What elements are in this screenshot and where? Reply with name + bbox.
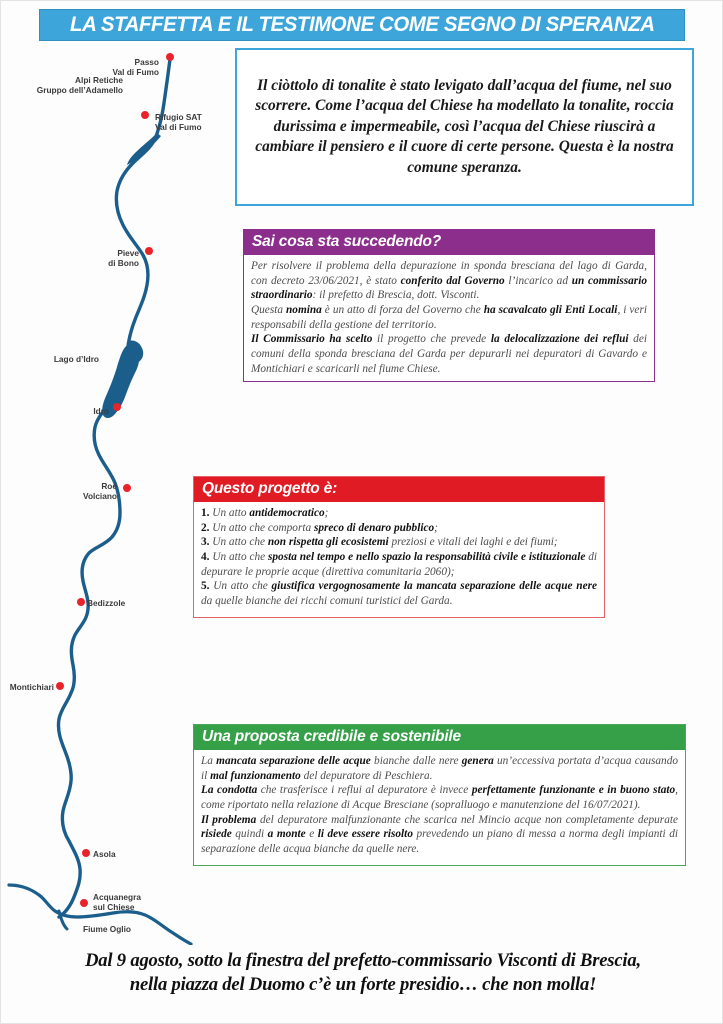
panel-proposta-credibile <box>193 724 686 866</box>
list-item: 2. Un atto che comporta spreco di denaro pubblico; <box>201 521 438 534</box>
panel-sai-cosa-sta-succedendo <box>243 229 655 382</box>
list-item: 1. Un atto antidemocratico; <box>201 507 329 519</box>
map-label-volciano: Volciano <box>83 491 117 501</box>
map-label-asola: Asola <box>93 849 116 859</box>
map-label-di-bono: di Bono <box>108 258 139 268</box>
map-marker <box>113 403 121 411</box>
list-item-number: 1. <box>201 507 213 519</box>
paragraph: La mancata separazione delle acque bianche dalle nere genera un’eccessiva portata d’acqua causando il mal funzionamento del depuratore di Peschiera. <box>201 755 678 782</box>
list-item-number: 3. <box>201 536 213 549</box>
panel-purple-heading: Sai cosa sta succedendo? <box>244 230 654 255</box>
map-label-montichiari: Montichiari <box>9 682 54 692</box>
panel-green-heading: Una proposta credibile e sostenibile <box>194 725 685 750</box>
list-item: 3. Un atto che non rispetta gli ecosistemi preziosi e vitali dei laghi e dei fiumi; <box>201 536 558 549</box>
hope-quote-box <box>235 48 694 206</box>
panel-questo-progetto-e <box>193 476 605 618</box>
map-label-sul-chiese: sul Chiese <box>93 902 135 912</box>
panel-red-heading: Questo progetto è: <box>194 477 604 502</box>
footer-caption <box>13 949 713 997</box>
hope-quote-text: Il ciòttolo di tonalite è stato levigato dall’acqua del fiume, nel suo scorrere. Come l’acqua del Chiese ha modellato la tonalite, roccia durissima e impermeabile, così l’acqua del Chiese riuscirà a cambiare il pensiero e il cuore di certe persone. Questa è la nostra comune speranza. <box>255 76 674 176</box>
map-marker <box>123 484 131 492</box>
map-label-val-di-fumo-passo: Val di Fumo <box>112 67 159 77</box>
panel-purple-body <box>244 255 654 381</box>
map-label-val-di-fumo-rifugio: Val di Fumo <box>155 122 202 132</box>
map-label-acquanegra: Acquanegra <box>93 892 141 902</box>
map-label-gruppo-adamello: Gruppo dell’Adamello <box>36 85 123 95</box>
list-item-number: 5. <box>201 580 214 593</box>
map-marker <box>141 111 149 119</box>
footer-line-1: Dal 9 agosto, sotto la finestra del prefetto-commissario Visconti di Brescia, <box>85 950 641 971</box>
chiese-river-map <box>7 45 222 945</box>
map-marker <box>166 53 174 61</box>
map-label-fiume-oglio: Fiume Oglio <box>83 924 131 934</box>
map-label-roe: Roè <box>101 481 117 491</box>
paragraph: Questa nomina è un atto di forza del Governo che ha scavalcato gli Enti Locali, i veri responsabili della gestione del territorio. <box>251 304 647 331</box>
map-marker <box>56 682 64 690</box>
map-label-rifugio-sat: Rifugio SAT <box>155 112 202 122</box>
paragraph: Per risolvere il problema della depurazione in sponda bresciana del lago di Garda, con decreto 23/06/2021, è stato conferito dal Governo l’incarico ad un commissario straordinario: il prefetto di Brescia, dott. Visconti. <box>251 260 647 302</box>
list-item-number: 2. <box>201 521 213 534</box>
footer-line-2: nella piazza del Duomo c’è un forte presidio… che non molla! <box>129 973 597 995</box>
map-label-alpi-retiche: Alpi Retiche <box>75 75 123 85</box>
paragraph: Il Commissario ha scelto il progetto che prevede la delocalizzazione dei reflui dei comuni della sponda bresciana del Garda per depurarli nei depuratori di Gavardo e Montichiari e scaricarli nel fiume Chiese. <box>251 333 647 375</box>
map-marker <box>77 598 85 606</box>
panel-red-body <box>194 502 604 617</box>
map-label-pieve: Pieve <box>117 248 139 258</box>
poster-title-bar <box>39 9 685 41</box>
list-item: 5. Un atto che giustifica vergognosamente la mancata separazione delle acque nere da quelle bianche dei ricchi comuni turistici del Garda. <box>201 580 598 608</box>
list-item: 4. Un atto che sposta nel tempo e nello spazio la responsabilità civile e istituzionale di depurare le proprie acque (direttiva comunitaria 2060); <box>201 551 597 578</box>
map-label-lago-idro: Lago d’Idro <box>53 354 99 364</box>
map-label-idro: Idro <box>93 406 109 416</box>
panel-green-body <box>194 750 685 865</box>
map-marker <box>82 849 90 857</box>
map-marker <box>145 247 153 255</box>
list-item-number: 4. <box>201 551 213 564</box>
paragraph: Il problema del depuratore malfunzionante che scarica nel Mincio acque non completamente depurate risiede quindi a monte e li deve essere risolto prevedendo un piano di messa a norma degli impianti di separazione delle acqua bianche da quelle nere. <box>201 813 678 856</box>
paragraph: La condotta che trasferisce i reflui al depuratore è invece perfettamente funzionante e in buono stato, come riportato nella relazione di Acque Bresciane (sopralluogo e manutenzione del 16/07/2021). <box>201 784 678 812</box>
map-marker <box>80 899 88 907</box>
poster-title: LA STAFFETTA E IL TESTIMONE COME SEGNO DI SPERANZA <box>69 13 655 36</box>
map-label-bedizzole: Bedizzole <box>87 598 126 608</box>
map-label-passo: Passo <box>134 57 159 67</box>
